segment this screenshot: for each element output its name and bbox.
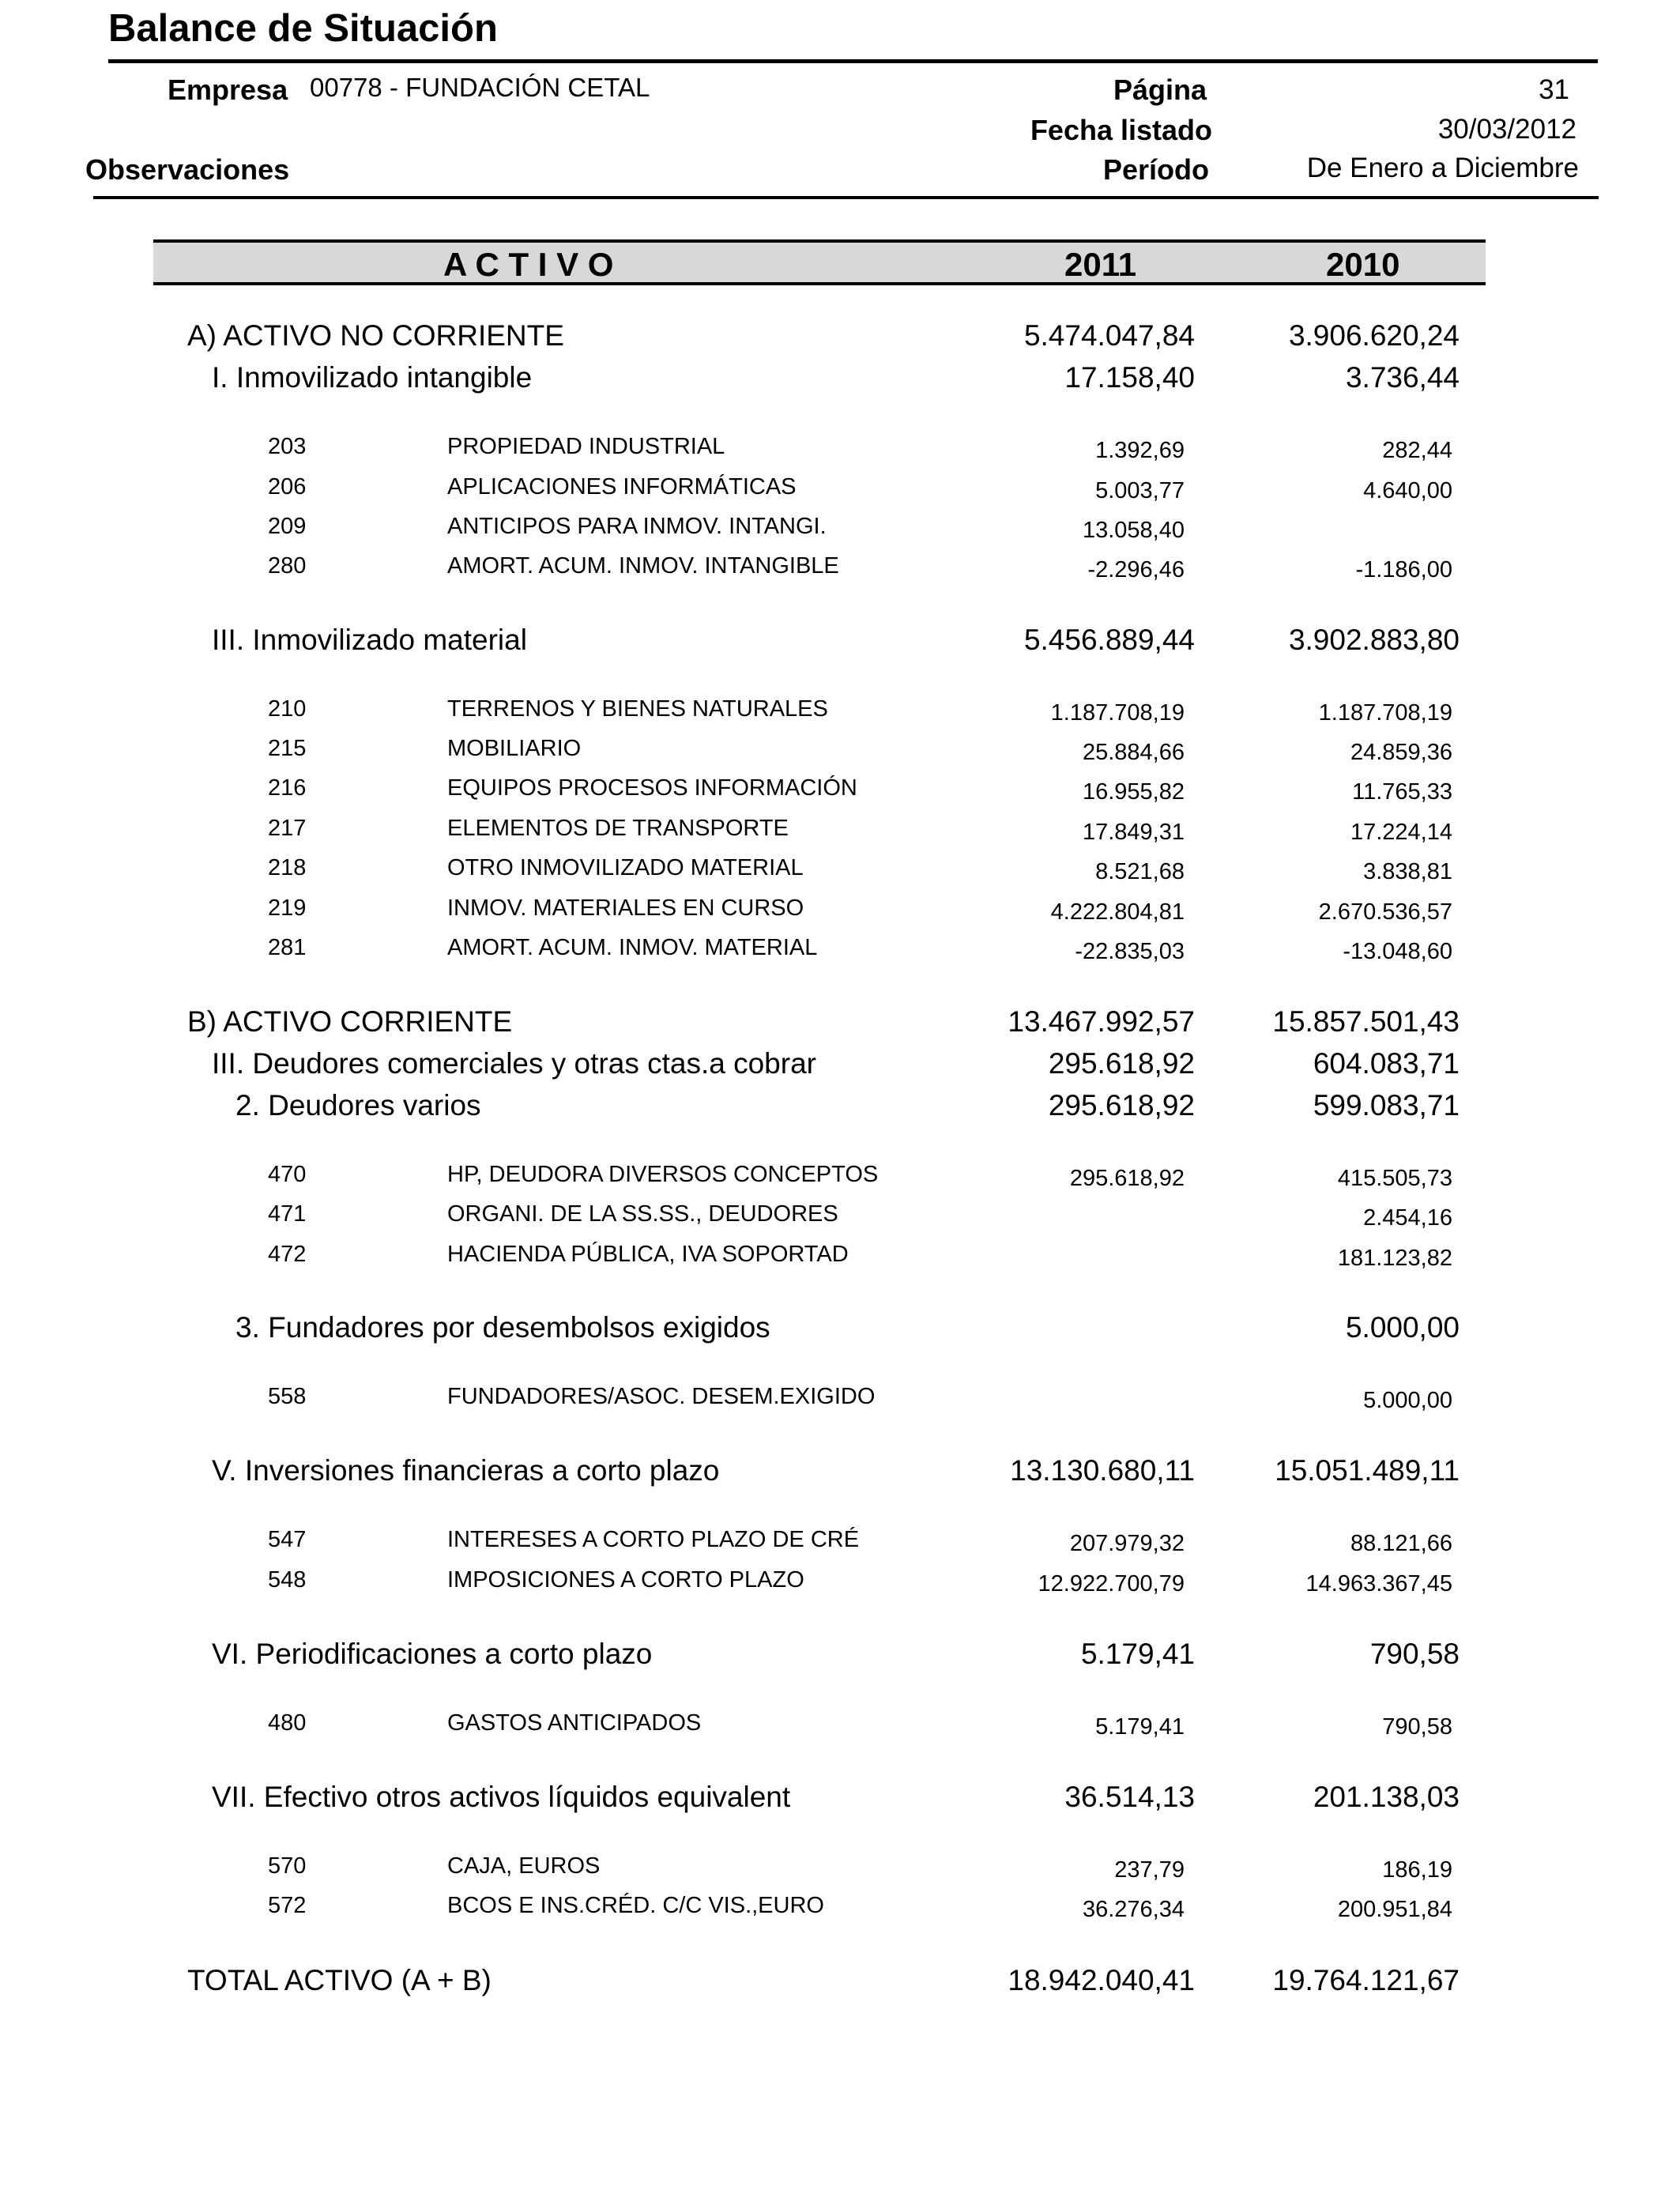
fecha-value: 30/03/2012 (1437, 114, 1576, 145)
row-value-2010: 11.765,33 (1352, 779, 1452, 805)
row-label: MOBILIARIO (447, 736, 582, 761)
row-label: HACIENDA PÚBLICA, IVA SOPORTAD (447, 1242, 849, 1267)
account-code: 219 (268, 895, 307, 921)
row-label: EQUIPOS PROCESOS INFORMACIÓN (447, 775, 857, 801)
row-value-2010: 200.951,84 (1337, 1897, 1452, 1922)
row-value-2011: 17.849,31 (1082, 820, 1185, 845)
row-value-2011: 13.130.680,11 (1010, 1454, 1195, 1487)
row-value-2011: 25.884,66 (1082, 740, 1185, 765)
row-label: B) ACTIVO CORRIENTE (187, 1005, 513, 1038)
account-code: 547 (268, 1527, 307, 1552)
row-label: INMOV. MATERIALES EN CURSO (447, 895, 804, 921)
row-label: OTRO INMOVILIZADO MATERIAL (447, 855, 804, 880)
row-value-2011: 5.474.047,84 (1023, 319, 1195, 352)
row-label: CAJA, EUROS (447, 1853, 601, 1879)
account-code: 572 (268, 1893, 307, 1918)
header-rule (93, 196, 1599, 199)
row-label: 2. Deudores varios (235, 1089, 481, 1122)
row-value-2010: 15.857.501,43 (1272, 1005, 1460, 1038)
row-value-2011: 295.618,92 (1069, 1166, 1185, 1191)
page-title: Balance de Situación (108, 7, 498, 50)
row-label: AMORT. ACUM. INMOV. MATERIAL (447, 935, 818, 960)
row-value-2011: 5.003,77 (1095, 478, 1185, 503)
row-label: A) ACTIVO NO CORRIENTE (187, 319, 564, 352)
row-value-2010: 5.000,00 (1363, 1388, 1452, 1413)
row-value-2011: 295.618,92 (1048, 1089, 1195, 1122)
row-value-2010: 201.138,03 (1313, 1781, 1460, 1813)
row-label: IMPOSICIONES A CORTO PLAZO (447, 1567, 804, 1593)
row-value-2010: 19.764.121,67 (1272, 1964, 1460, 1996)
periodo-value: De Enero a Diciembre (1306, 153, 1579, 183)
row-label: AMORT. ACUM. INMOV. INTANGIBLE (447, 553, 839, 579)
row-value-2010: 15.051.489,11 (1275, 1454, 1460, 1487)
pagina-value: 31 (1539, 74, 1569, 105)
row-value-2010: -1.186,00 (1355, 557, 1452, 582)
account-code: 470 (268, 1162, 307, 1187)
row-value-2010: 181.123,82 (1337, 1246, 1452, 1271)
empresa-value: 00778 - FUNDACIÓN CETAL (310, 73, 650, 102)
row-value-2010: 24.859,36 (1350, 740, 1452, 765)
row-value-2010: -13.048,60 (1343, 939, 1452, 964)
account-code: 209 (268, 514, 307, 539)
account-code: 558 (268, 1384, 307, 1409)
row-value-2011: 13.058,40 (1082, 518, 1185, 543)
row-label: ELEMENTOS DE TRANSPORTE (447, 816, 789, 841)
periodo-label: Período (1102, 153, 1209, 186)
account-code: 216 (268, 775, 307, 801)
row-value-2010: 2.670.536,57 (1318, 899, 1452, 925)
observaciones-label: Observaciones (85, 153, 290, 186)
row-value-2010: 1.187.708,19 (1318, 700, 1452, 726)
row-label: APLICACIONES INFORMÁTICAS (447, 474, 797, 499)
row-label: ORGANI. DE LA SS.SS., DEUDORES (447, 1201, 838, 1227)
row-value-2010: 790,58 (1369, 1638, 1460, 1670)
row-value-2010: 186,19 (1382, 1857, 1452, 1883)
row-label: FUNDADORES/ASOC. DESEM.EXIGIDO (447, 1384, 876, 1409)
account-code: 217 (268, 816, 307, 841)
row-label: TOTAL ACTIVO (A + B) (187, 1964, 492, 1996)
fecha-label: Fecha listado (1030, 114, 1212, 146)
empresa-label: Empresa (168, 74, 288, 106)
row-value-2011: 36.276,34 (1082, 1897, 1185, 1922)
year-2011-heading: 2011 (1064, 246, 1137, 283)
account-code: 210 (268, 696, 307, 722)
row-value-2010: 604.083,71 (1313, 1047, 1460, 1080)
year-2010-heading: 2010 (1326, 246, 1400, 283)
account-code: 206 (268, 474, 307, 499)
row-value-2011: 12.922.700,79 (1038, 1571, 1185, 1596)
row-value-2011: 5.179,41 (1095, 1714, 1185, 1740)
row-label: ANTICIPOS PARA INMOV. INTANGI. (447, 514, 827, 539)
row-value-2011: 5.456.889,44 (1023, 624, 1195, 656)
pagina-label: Página (1113, 74, 1207, 106)
row-label: I. Inmovilizado intangible (212, 361, 533, 394)
row-label: V. Inversiones financieras a corto plazo (212, 1454, 720, 1487)
row-value-2010: 3.736,44 (1345, 361, 1460, 394)
row-label: 3. Fundadores por desembolsos exigidos (235, 1311, 770, 1344)
row-value-2010: 415.505,73 (1337, 1166, 1452, 1191)
row-value-2010: 3.838,81 (1363, 859, 1452, 884)
section-heading: A C T I V O (443, 246, 614, 283)
row-value-2011: 207.979,32 (1069, 1531, 1185, 1556)
row-value-2011: 13.467.992,57 (1008, 1005, 1195, 1038)
row-value-2010: 282,44 (1382, 438, 1452, 463)
row-value-2010: 5.000,00 (1345, 1311, 1460, 1344)
row-value-2010: 14.963.367,45 (1305, 1571, 1452, 1596)
row-label: TERRENOS Y BIENES NATURALES (447, 696, 828, 722)
row-value-2010: 17.224,14 (1350, 820, 1452, 845)
row-value-2011: 1.392,69 (1095, 438, 1185, 463)
row-label: BCOS E INS.CRÉD. C/C VIS.,EURO (447, 1893, 824, 1918)
account-code: 471 (268, 1201, 307, 1227)
row-label: GASTOS ANTICIPADOS (447, 1710, 702, 1736)
row-value-2010: 599.083,71 (1313, 1089, 1460, 1122)
row-value-2010: 88.121,66 (1350, 1531, 1452, 1556)
row-value-2010: 4.640,00 (1363, 478, 1452, 503)
row-value-2011: 4.222.804,81 (1050, 899, 1185, 925)
row-value-2011: 295.618,92 (1048, 1047, 1195, 1080)
row-label: HP, DEUDORA DIVERSOS CONCEPTOS (447, 1162, 879, 1187)
row-value-2011: -2.296,46 (1087, 557, 1185, 582)
row-value-2011: 36.514,13 (1064, 1781, 1195, 1813)
account-code: 480 (268, 1710, 307, 1736)
row-value-2010: 3.902.883,80 (1288, 624, 1460, 656)
row-value-2011: 16.955,82 (1082, 779, 1185, 805)
row-label: III. Deudores comerciales y otras ctas.a cobrar (212, 1047, 816, 1080)
account-code: 472 (268, 1242, 307, 1267)
account-code: 215 (268, 736, 307, 761)
account-code: 218 (268, 855, 307, 880)
account-code: 570 (268, 1853, 307, 1879)
row-label: VI. Periodificaciones a corto plazo (212, 1638, 653, 1670)
row-value-2010: 3.906.620,24 (1288, 319, 1460, 352)
row-value-2011: 1.187.708,19 (1050, 700, 1185, 726)
row-label: III. Inmovilizado material (212, 624, 527, 656)
row-value-2011: 18.942.040,41 (1008, 1964, 1195, 1996)
account-code: 203 (268, 434, 307, 459)
row-label: INTERESES A CORTO PLAZO DE CRÉ (447, 1527, 860, 1552)
row-value-2011: -22.835,03 (1075, 939, 1185, 964)
account-code: 548 (268, 1567, 307, 1593)
row-label: VII. Efectivo otros activos líquidos equivalent (212, 1781, 791, 1813)
account-code: 281 (268, 935, 307, 960)
row-value-2011: 5.179,41 (1080, 1638, 1195, 1670)
row-value-2011: 8.521,68 (1095, 859, 1185, 884)
row-value-2010: 790,58 (1382, 1714, 1452, 1740)
account-code: 280 (268, 553, 307, 579)
row-value-2010: 2.454,16 (1363, 1205, 1452, 1231)
title-rule (108, 59, 1598, 63)
row-value-2011: 237,79 (1114, 1857, 1185, 1883)
row-value-2011: 17.158,40 (1064, 361, 1195, 394)
column-header (153, 239, 1486, 285)
row-label: PROPIEDAD INDUSTRIAL (447, 434, 725, 459)
